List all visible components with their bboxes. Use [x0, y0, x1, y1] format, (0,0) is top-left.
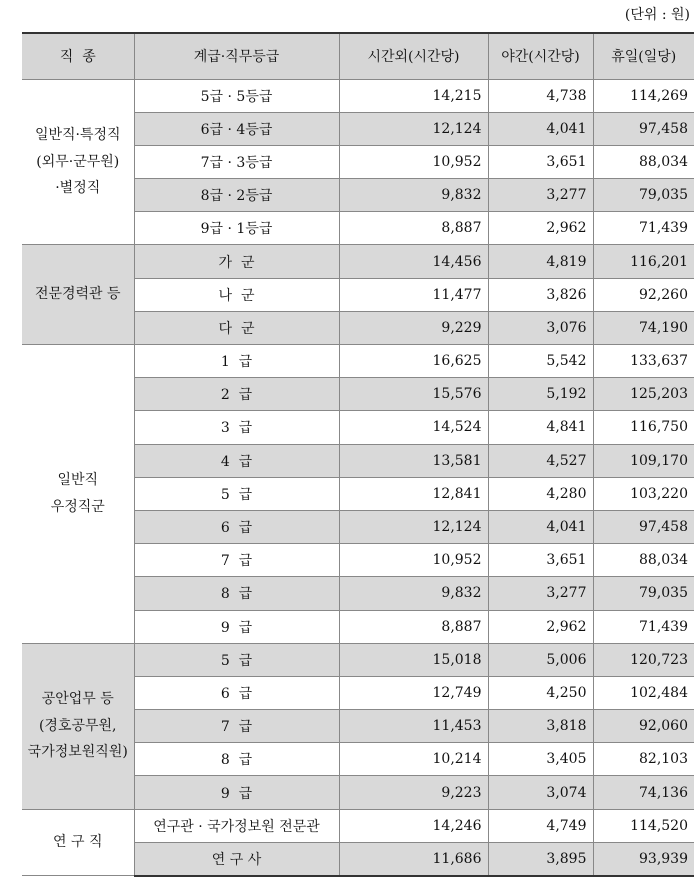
grade-cell: 9 급	[134, 610, 339, 643]
grade-cell: 다 군	[134, 311, 339, 344]
header-job-type: 직 종	[22, 33, 134, 79]
holiday-cell: 116,201	[593, 245, 694, 278]
overtime-cell: 8,887	[339, 212, 488, 245]
grade-cell: 7 급	[134, 710, 339, 743]
table-body	[22, 79, 694, 876]
overtime-cell: 14,215	[339, 79, 488, 112]
night-cell: 4,041	[488, 112, 593, 145]
overtime-cell: 16,625	[339, 345, 488, 378]
category-cell: 전문경력관 등	[22, 245, 134, 345]
night-cell: 3,277	[488, 577, 593, 610]
holiday-cell: 125,203	[593, 378, 694, 411]
holiday-cell: 92,260	[593, 278, 694, 311]
overtime-cell: 9,832	[339, 577, 488, 610]
overtime-cell: 10,214	[339, 743, 488, 776]
overtime-cell: 10,952	[339, 145, 488, 178]
night-cell: 5,542	[488, 345, 593, 378]
grade-cell: 1 급	[134, 345, 339, 378]
overtime-cell: 8,887	[339, 610, 488, 643]
grade-cell: 5급 · 5등급	[134, 79, 339, 112]
holiday-cell: 74,136	[593, 776, 694, 809]
holiday-cell: 133,637	[593, 345, 694, 378]
night-cell: 5,006	[488, 643, 593, 676]
holiday-cell: 82,103	[593, 743, 694, 776]
header-grade: 계급·직무등급	[134, 33, 339, 79]
night-cell: 4,738	[488, 79, 593, 112]
overtime-cell: 9,832	[339, 179, 488, 212]
header-holiday: 휴일(일당)	[593, 33, 694, 79]
holiday-cell: 103,220	[593, 477, 694, 510]
grade-cell: 3 급	[134, 411, 339, 444]
table-row	[22, 245, 694, 278]
holiday-cell: 79,035	[593, 577, 694, 610]
grade-cell: 나 군	[134, 278, 339, 311]
night-cell: 4,841	[488, 411, 593, 444]
grade-cell: 5 급	[134, 477, 339, 510]
holiday-cell: 116,750	[593, 411, 694, 444]
holiday-cell: 120,723	[593, 643, 694, 676]
allowance-table	[22, 32, 694, 877]
night-cell: 4,041	[488, 510, 593, 543]
holiday-cell: 97,458	[593, 510, 694, 543]
night-cell: 2,962	[488, 610, 593, 643]
night-cell: 3,826	[488, 278, 593, 311]
holiday-cell: 93,939	[593, 842, 694, 875]
night-cell: 3,405	[488, 743, 593, 776]
grade-cell: 가 군	[134, 245, 339, 278]
overtime-cell: 14,524	[339, 411, 488, 444]
category-cell: 공안업무 등 (경호공무원, 국가정보원직원)	[22, 643, 134, 809]
night-cell: 4,819	[488, 245, 593, 278]
overtime-cell: 10,952	[339, 544, 488, 577]
holiday-cell: 88,034	[593, 544, 694, 577]
night-cell: 5,192	[488, 378, 593, 411]
holiday-cell: 71,439	[593, 610, 694, 643]
header-overtime: 시간외(시간당)	[339, 33, 488, 79]
category-cell: 연 구 직	[22, 809, 134, 875]
table-header-row	[22, 33, 694, 79]
holiday-cell: 71,439	[593, 212, 694, 245]
unit-label: (단위 : 원)	[624, 7, 690, 23]
holiday-cell: 88,034	[593, 145, 694, 178]
overtime-cell: 11,453	[339, 710, 488, 743]
night-cell: 3,074	[488, 776, 593, 809]
night-cell: 4,527	[488, 444, 593, 477]
night-cell: 3,818	[488, 710, 593, 743]
table-row	[22, 809, 694, 842]
holiday-cell: 109,170	[593, 444, 694, 477]
night-cell: 4,250	[488, 676, 593, 709]
night-cell: 3,651	[488, 544, 593, 577]
table-row	[22, 79, 694, 112]
night-cell: 4,749	[488, 809, 593, 842]
grade-cell: 9급 · 1등급	[134, 212, 339, 245]
grade-cell: 6 급	[134, 510, 339, 543]
grade-cell: 연 구 사	[134, 842, 339, 875]
grade-cell: 5 급	[134, 643, 339, 676]
overtime-cell: 14,246	[339, 809, 488, 842]
grade-cell: 9 급	[134, 776, 339, 809]
table-row	[22, 345, 694, 378]
overtime-cell: 9,229	[339, 311, 488, 344]
header-night: 야간(시간당)	[488, 33, 593, 79]
overtime-cell: 11,686	[339, 842, 488, 875]
night-cell: 4,280	[488, 477, 593, 510]
holiday-cell: 79,035	[593, 179, 694, 212]
holiday-cell: 114,520	[593, 809, 694, 842]
night-cell: 3,076	[488, 311, 593, 344]
night-cell: 3,895	[488, 842, 593, 875]
overtime-cell: 12,124	[339, 510, 488, 543]
overtime-cell: 12,124	[339, 112, 488, 145]
holiday-cell: 92,060	[593, 710, 694, 743]
grade-cell: 6급 · 4등급	[134, 112, 339, 145]
overtime-cell: 14,456	[339, 245, 488, 278]
night-cell: 3,651	[488, 145, 593, 178]
grade-cell: 2 급	[134, 378, 339, 411]
holiday-cell: 97,458	[593, 112, 694, 145]
night-cell: 2,962	[488, 212, 593, 245]
overtime-cell: 9,223	[339, 776, 488, 809]
table-row	[22, 643, 694, 676]
grade-cell: 6 급	[134, 676, 339, 709]
overtime-cell: 15,018	[339, 643, 488, 676]
grade-cell: 7 급	[134, 544, 339, 577]
category-cell: 일반직 우정직군	[22, 345, 134, 644]
holiday-cell: 114,269	[593, 79, 694, 112]
overtime-cell: 15,576	[339, 378, 488, 411]
overtime-cell: 13,581	[339, 444, 488, 477]
holiday-cell: 102,484	[593, 676, 694, 709]
grade-cell: 4 급	[134, 444, 339, 477]
overtime-cell: 11,477	[339, 278, 488, 311]
night-cell: 3,277	[488, 179, 593, 212]
holiday-cell: 74,190	[593, 311, 694, 344]
grade-cell: 8 급	[134, 577, 339, 610]
overtime-cell: 12,749	[339, 676, 488, 709]
grade-cell: 7급 · 3등급	[134, 145, 339, 178]
category-cell: 일반직·특정직 (외무·군무원) ·별정직	[22, 79, 134, 245]
grade-cell: 8급 · 2등급	[134, 179, 339, 212]
overtime-cell: 12,841	[339, 477, 488, 510]
grade-cell: 연구관 · 국가정보원 전문관	[134, 809, 339, 842]
grade-cell: 8 급	[134, 743, 339, 776]
